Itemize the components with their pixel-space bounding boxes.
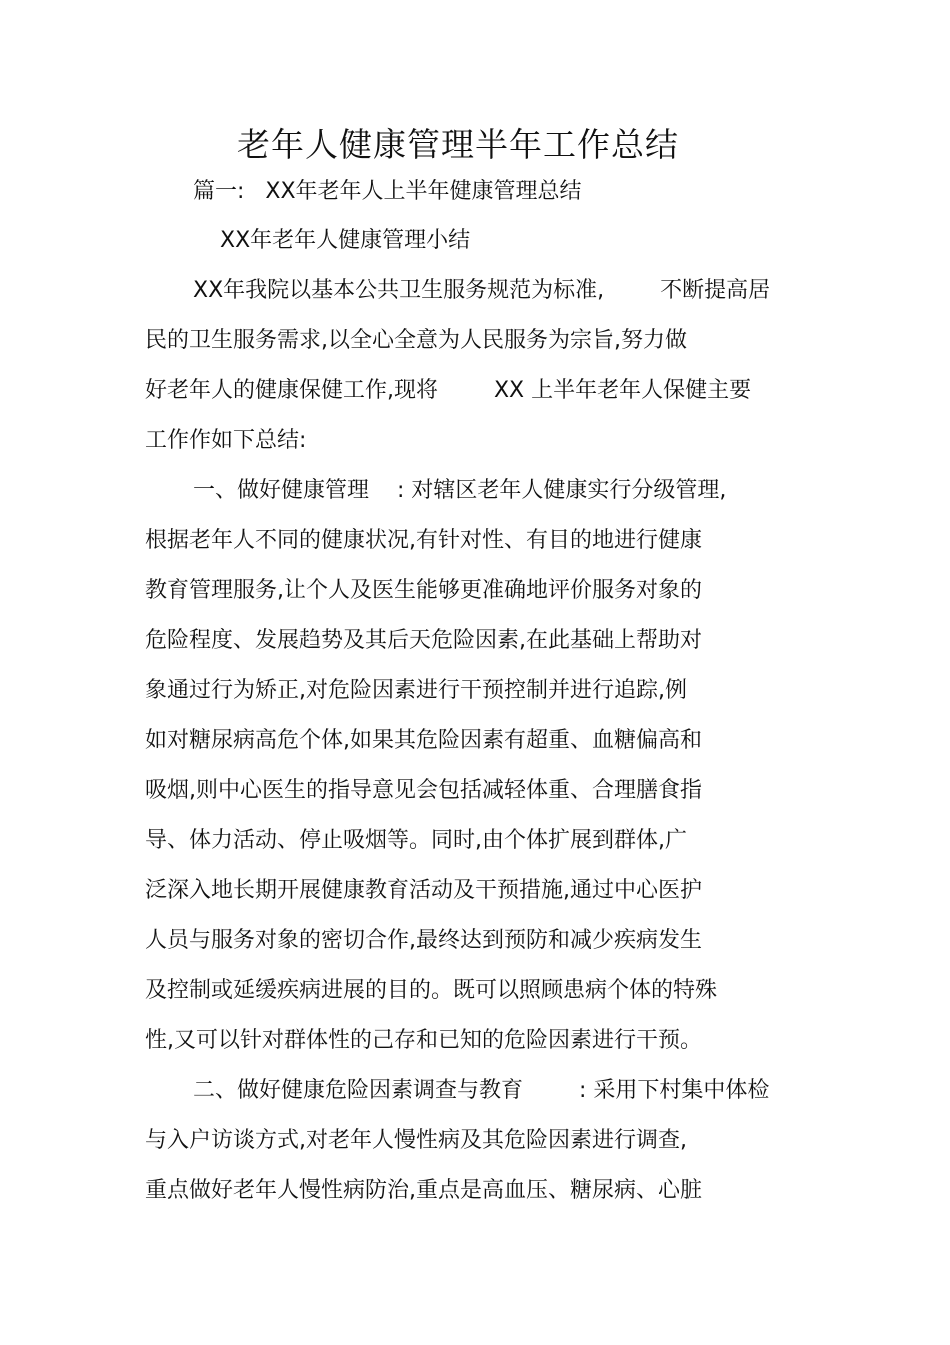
body-line: 泛深入地长期开展健康教育活动及干预措施,通过中心医护 (145, 878, 702, 903)
body-line: 性,又可以针对群体性的己存和已知的危险因素进行干预。 (145, 1028, 702, 1053)
body-line: 导、体力活动、停止吸烟等。同时,由个体扩展到群体,广 (145, 828, 687, 853)
body-line: 象通过行为矫正,对危险因素进行干预控制并进行追踪,例 (145, 678, 687, 703)
body-line: 根据老年人不同的健康状况,有针对性、有目的地进行健康 (145, 528, 702, 553)
body-line: XX年我院以基本公共卫生服务规范为标准, 不断提高居 (193, 278, 771, 303)
document-subtitle: 篇一: XX年老年人上半年健康管理总结 (193, 179, 582, 204)
body-line: 工作作如下总结: (145, 428, 307, 453)
body-line: 教育管理服务,让个人及医生能够更准确地评价服务对象的 (145, 578, 702, 603)
body-line: 重点做好老年人慢性病防治,重点是高血压、糖尿病、心脏 (145, 1178, 702, 1203)
body-line: 危险程度、发展趋势及其后天危险因素,在此基础上帮助对 (145, 628, 702, 653)
body-line: 如对糖尿病高危个体,如果其危险因素有超重、血糖偏高和 (145, 728, 702, 753)
body-line: 人员与服务对象的密切合作,最终达到预防和减少疾病发生 (145, 928, 702, 953)
body-line: 与入户访谈方式,对老年人慢性病及其危险因素进行调查, (145, 1128, 687, 1153)
body-line: 及控制或延缓疾病进展的目的。既可以照顾患病个体的特殊 (145, 978, 718, 1003)
section-heading: XX年老年人健康管理小结 (220, 228, 471, 253)
document-title: 老年人健康管理半年工作总结 (237, 125, 679, 164)
body-line: 好老年人的健康保健工作,现将 XX 上半年老年人保健主要 (145, 378, 752, 403)
body-line: 一、做好健康管理 : 对辖区老年人健康实行分级管理, (193, 478, 727, 503)
body-line: 二、做好健康危险因素调查与教育 : 采用下村集中体检 (193, 1078, 770, 1103)
body-line: 民的卫生服务需求,以全心全意为人民服务为宗旨,努力做 (145, 328, 687, 353)
body-line: 吸烟,则中心医生的指导意见会包括减轻体重、合理膳食指 (145, 778, 702, 803)
